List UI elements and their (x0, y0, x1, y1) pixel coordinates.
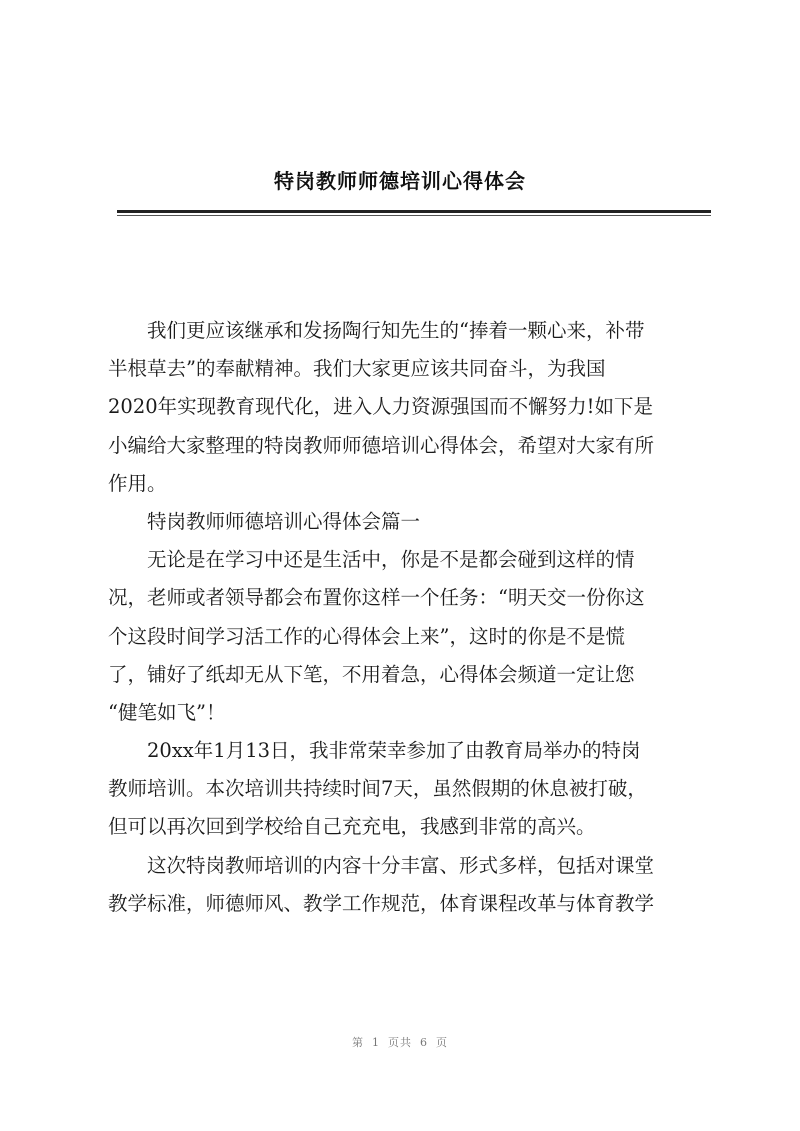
footer-prefix: 第 (352, 1036, 364, 1049)
paragraph-line: 况，老师或者领导都会布置你这样一个任务：“明天交一份你这 (108, 586, 645, 610)
paragraph-line: 这次特岗教师培训的内容十分丰富、形式多样，包括对课堂 (147, 853, 655, 877)
footer-suffix: 页 (436, 1036, 448, 1049)
footer-page-number: 1 (372, 1036, 380, 1049)
paragraph-line: “健笔如飞”！ (108, 700, 226, 724)
title-underline (117, 210, 711, 213)
paragraph-line: 无论是在学习中还是生活中，你是不是都会碰到这样的情 (147, 548, 635, 572)
paragraph-line: 个这段时间学习活工作的心得体会上来”，这时的你是不是慌 (108, 624, 625, 648)
paragraph-line: 20xx年1月13日，我非常荣幸参加了由教育局举办的特岗 (147, 739, 641, 763)
footer-total-pages: 6 (420, 1036, 428, 1049)
page-footer (0, 1034, 800, 1050)
paragraph-line: 小编给大家整理的特岗教师师德培训心得体会，希望对大家有所 (108, 433, 655, 457)
paragraph-line: 我们更应该继承和发扬陶行知先生的“捧着一颗心来，补带 (147, 319, 645, 342)
footer-mid: 页共 (388, 1036, 412, 1049)
paragraph-line: 教师培训。本次培训共持续时间7天，虽然假期的休息被打破， (108, 777, 647, 801)
paragraph-line: 但可以再次回到学校给自己充充电，我感到非常的高兴。 (108, 815, 596, 839)
document-title: 特岗教师师德培训心得体会 (274, 169, 526, 193)
paragraph-line: 2020年实现教育现代化，进入人力资源强国而不懈努力!如下是 (108, 395, 653, 419)
paragraph-line: 教学标准，师德师风、教学工作规范，体育课程改革与体育教学 (108, 891, 655, 915)
paragraph-line: 了，铺好了纸却无从下笔，不用着急，心得体会频道一定让您 (108, 662, 635, 686)
title-underline-thin (117, 215, 711, 216)
paragraph-line: 半根草去”的奉献精神。我们大家更应该共同奋斗，为我国 (108, 357, 606, 381)
paragraph-line: 作用。 (108, 471, 167, 495)
section-heading: 特岗教师师德培训心得体会篇一 (147, 509, 421, 533)
document-body (108, 312, 713, 923)
